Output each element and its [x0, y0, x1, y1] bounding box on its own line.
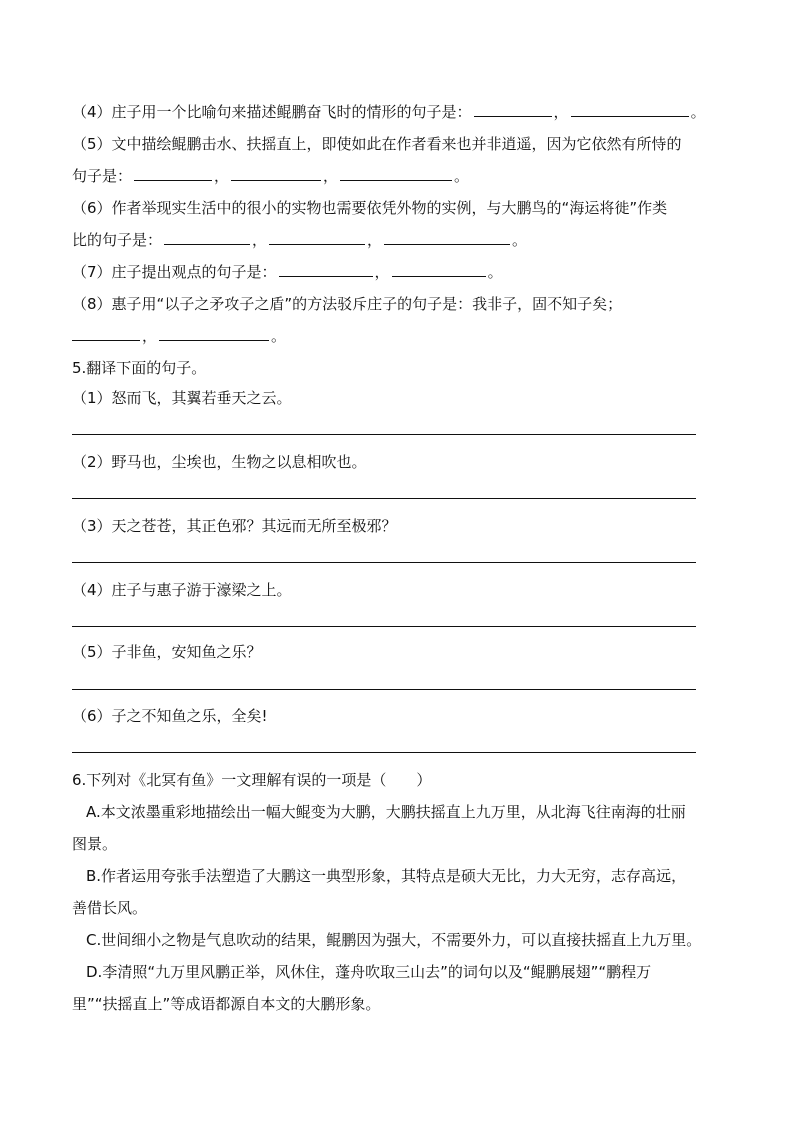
translation-answer-line-3[interactable]: [72, 562, 696, 563]
q4-item6-line2: 比的句子是： ， ， 。: [72, 231, 528, 249]
translation-answer-line-2[interactable]: [72, 498, 696, 499]
answer-blank[interactable]: [474, 102, 552, 117]
answer-blank[interactable]: [164, 230, 250, 245]
answer-blank[interactable]: [269, 230, 365, 245]
answer-blank[interactable]: [392, 262, 486, 277]
q6-option-a-line2: 图景。: [72, 835, 118, 853]
answer-blank[interactable]: [340, 166, 452, 181]
q5-sentence-6: （6）子之不知鱼之乐，全矣!: [72, 707, 268, 725]
answer-blank[interactable]: [72, 326, 140, 341]
q6-option-b-line1: B.作者运用夸张手法塑造了大鹏这一典型形象，其特点是硕大无比，力大无穷，志存高远，: [86, 867, 687, 885]
answer-blank[interactable]: [134, 166, 212, 181]
q5-sentence-4: （4）庄子与惠子游于濠梁之上。: [72, 581, 292, 599]
q5-sentence-2: （2）野马也，尘埃也，生物之以息相吹也。: [72, 453, 367, 471]
q4-item6-line1: （6）作者举现实生活中的很小的实物也需要依凭外物的实例，与大鹏鸟的“海运将徙”作类: [72, 199, 668, 217]
q4-item8-line1: （8）惠子用“以子之矛攻子之盾”的方法驳斥庄子的句子是：我非子，固不知子矣；: [72, 295, 623, 313]
q4-item5-line2: 句子是： ， ， 。: [72, 167, 470, 185]
q4-item5-line1: （5）文中描绘鲲鹏击水、扶摇直上，即使如此在作者看来也并非逍遥，因为它依然有所恃的: [72, 135, 682, 153]
answer-blank[interactable]: [571, 102, 689, 117]
q6-title: 6.下列对《北冥有鱼》一文理解有误的一项是（ ）: [72, 771, 432, 789]
q4-item8-line2: ， 。: [72, 326, 732, 346]
q5-title: 5.翻译下面的句子。: [72, 359, 207, 377]
answer-blank[interactable]: [231, 166, 321, 181]
q6-option-a-line1: A.本文浓墨重彩地描绘出一幅大鲲变为大鹏，大鹏扶摇直上九万里，从北海飞往南海的壮丽: [86, 803, 686, 821]
q4-item7: （7）庄子提出观点的句子是： ， 。: [72, 263, 503, 281]
translation-answer-line-4[interactable]: [72, 626, 696, 627]
q5-sentence-1: （1）怒而飞，其翼若垂天之云。: [72, 389, 292, 407]
translation-answer-line-6[interactable]: [72, 752, 696, 753]
translation-answer-line-1[interactable]: [72, 434, 696, 435]
translation-answer-line-5[interactable]: [72, 689, 696, 690]
q6-option-b-line2: 善借长风。: [72, 899, 148, 917]
answer-blank[interactable]: [384, 230, 510, 245]
answer-blank[interactable]: [159, 326, 269, 341]
q4-item4: （4）庄子用一个比喻句来描述鲲鹏奋飞时的情形的句子是： ， 。: [72, 103, 706, 121]
q5-sentence-5: （5）子非鱼，安知鱼之乐？: [72, 643, 262, 661]
answer-blank[interactable]: [279, 262, 373, 277]
q4-item4-text: （4）庄子用一个比喻句来描述鲲鹏奋飞时的情形的句子是：: [72, 103, 472, 121]
q6-option-d-line2: 里”“扶摇直上”等成语都源自本文的大鹏形象。: [72, 995, 381, 1013]
q5-sentence-3: （3）天之苍苍，其正色邪？其远而无所至极邪？: [72, 517, 397, 535]
q6-option-d-line1: D.李清照“九万里风鹏正举，风休住，蓬舟吹取三山去”的词句以及“鲲鹏展翅”“鹏程万: [86, 963, 652, 981]
q6-option-c: C.世间细小之物是气息吹动的结果，鲲鹏因为强大，不需要外力，可以直接扶摇直上九万里。: [86, 931, 702, 949]
